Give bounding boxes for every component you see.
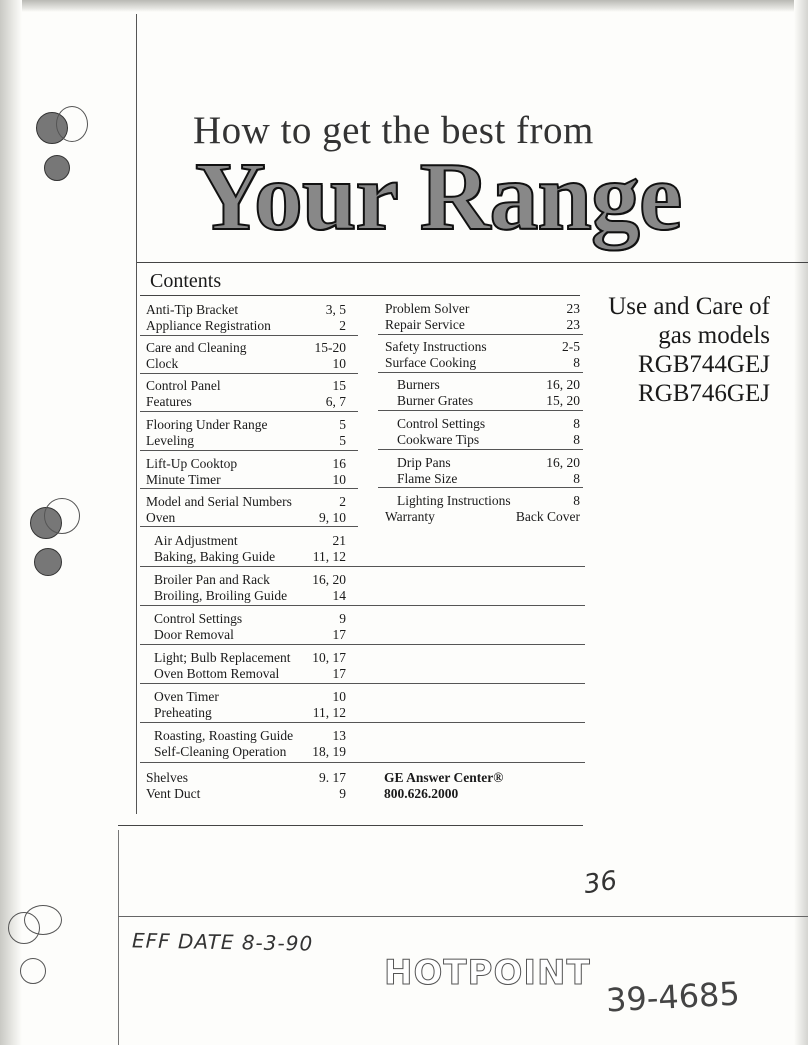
contents-entry bbox=[154, 533, 346, 549]
entry-name: Control Settings bbox=[397, 416, 486, 431]
entry-pages: 5 bbox=[339, 417, 346, 432]
contents-entry bbox=[385, 509, 580, 525]
entry-pages: 8 bbox=[573, 493, 580, 508]
entry-name: Oven Bottom Removal bbox=[154, 666, 280, 681]
entry-name: Broiler Pan and Rack bbox=[154, 572, 270, 587]
entry-pages: 21 bbox=[332, 533, 346, 548]
contents-entry bbox=[154, 549, 346, 565]
entry-name: Leveling bbox=[146, 433, 194, 448]
entry-name: Vent Duct bbox=[146, 786, 201, 801]
model-number-2: RGB746GEJ bbox=[638, 380, 770, 407]
entry-pages: 15 bbox=[332, 378, 346, 393]
group-divider bbox=[378, 449, 583, 450]
entry-name: Control Panel bbox=[146, 378, 221, 393]
contents-entry bbox=[146, 340, 346, 356]
group-divider bbox=[378, 410, 583, 411]
entry-pages: 13 bbox=[332, 728, 346, 743]
contents-entry bbox=[397, 377, 580, 393]
list-end-rule bbox=[118, 825, 583, 826]
entry-name: Care and Cleaning bbox=[146, 340, 247, 355]
group-divider bbox=[378, 487, 583, 488]
entry-pages: 23 bbox=[566, 301, 580, 316]
punch-hole-ring-icon bbox=[44, 498, 80, 534]
entry-pages: 17 bbox=[332, 627, 346, 642]
entry-name: Lift-Up Cooktop bbox=[146, 456, 238, 471]
contents-entry bbox=[146, 302, 346, 318]
punch-hole-ring-icon bbox=[56, 106, 88, 142]
entry-pages: 10, 17 bbox=[312, 650, 346, 665]
punch-hole-ring-icon bbox=[20, 958, 46, 984]
entry-name: Broiling, Broiling Guide bbox=[154, 588, 288, 603]
contents-entry bbox=[385, 339, 580, 355]
contents-entry bbox=[397, 493, 580, 509]
entry-name: Safety Instructions bbox=[385, 339, 487, 354]
entry-name: Minute Timer bbox=[146, 472, 221, 487]
entry-pages: 5 bbox=[339, 433, 346, 448]
handwritten-doc-number: 39-4685 bbox=[605, 974, 741, 1020]
entry-pages: 16 bbox=[332, 456, 346, 471]
entry-pages: 9 bbox=[339, 611, 346, 626]
entry-pages: 23 bbox=[566, 317, 580, 332]
group-divider bbox=[140, 722, 585, 723]
contents-rule bbox=[140, 295, 580, 296]
entry-name: Light; Bulb Replacement bbox=[154, 650, 291, 665]
entry-name: Model and Serial Numbers bbox=[146, 494, 292, 509]
entry-pages: 8 bbox=[573, 416, 580, 431]
contents-entry bbox=[146, 770, 346, 786]
entry-name: Warranty bbox=[385, 509, 435, 524]
group-divider bbox=[140, 335, 358, 336]
ge-name: GE Answer Center® bbox=[384, 770, 504, 785]
hotpoint-logo: HOTPOINT bbox=[384, 953, 591, 993]
footer-rule bbox=[118, 916, 808, 917]
entry-pages: 2 bbox=[339, 494, 346, 509]
group-divider bbox=[140, 566, 585, 567]
entry-pages: 10 bbox=[332, 472, 346, 487]
entry-pages: 8 bbox=[573, 355, 580, 370]
contents-entry bbox=[154, 588, 346, 604]
title-rule bbox=[137, 262, 808, 263]
entry-pages: 16, 20 bbox=[546, 455, 580, 470]
group-divider bbox=[140, 373, 358, 374]
entry-name: Oven Timer bbox=[154, 689, 219, 704]
entry-pages: 9 bbox=[339, 786, 346, 801]
entry-pages: 2-5 bbox=[562, 339, 580, 354]
ge-answer-center bbox=[384, 770, 503, 802]
contents-entry bbox=[154, 627, 346, 643]
group-divider bbox=[140, 683, 585, 684]
entry-name: Control Settings bbox=[154, 611, 243, 626]
entry-pages: 14 bbox=[332, 588, 346, 603]
entry-pages: 10 bbox=[332, 356, 346, 371]
contents-entry bbox=[146, 378, 346, 394]
entry-pages: Back Cover bbox=[515, 509, 580, 524]
scan-edge-left bbox=[0, 0, 22, 1045]
handwritten-page-number: 36 bbox=[582, 865, 620, 901]
contents-entry bbox=[154, 611, 346, 627]
entry-pages: 8 bbox=[573, 471, 580, 486]
group-divider bbox=[378, 372, 583, 373]
contents-entry bbox=[146, 494, 346, 510]
margin-line-lower bbox=[118, 830, 119, 1045]
group-divider bbox=[140, 411, 358, 412]
tagline: How to get the best from bbox=[193, 109, 594, 152]
entry-pages: 18, 19 bbox=[312, 744, 346, 759]
entry-name: Lighting Instructions bbox=[397, 493, 511, 508]
punch-hole-ring-icon bbox=[24, 905, 62, 935]
group-divider bbox=[140, 605, 585, 606]
entry-pages: 9. 17 bbox=[319, 770, 346, 785]
contents-entry bbox=[146, 433, 346, 449]
contents-entry bbox=[146, 356, 346, 372]
entry-name: Problem Solver bbox=[385, 301, 470, 316]
entry-pages: 16, 20 bbox=[546, 377, 580, 392]
entry-name: Baking, Baking Guide bbox=[154, 549, 276, 564]
group-divider bbox=[140, 488, 358, 489]
entry-name: Burners bbox=[397, 377, 440, 392]
punch-hole-icon bbox=[34, 548, 62, 576]
contents-heading: Contents bbox=[150, 270, 222, 292]
ge-phone: 800.626.2000 bbox=[384, 786, 459, 801]
contents-entry bbox=[154, 744, 346, 760]
punch-hole-icon bbox=[44, 155, 70, 181]
group-divider bbox=[140, 450, 358, 451]
contents-entry bbox=[146, 472, 346, 488]
model-number-1: RGB744GEJ bbox=[638, 351, 770, 378]
group-divider bbox=[140, 644, 585, 645]
contents-entry bbox=[397, 432, 580, 448]
contents-entry bbox=[385, 301, 580, 317]
contents-entry bbox=[146, 456, 346, 472]
contents-entry bbox=[146, 510, 346, 526]
entry-name: Repair Service bbox=[385, 317, 465, 332]
contents-entry bbox=[397, 393, 580, 409]
entry-name: Drip Pans bbox=[397, 455, 451, 470]
contents-entry bbox=[146, 417, 346, 433]
contents-entry bbox=[154, 650, 346, 666]
entry-pages: 17 bbox=[332, 666, 346, 681]
entry-pages: 10 bbox=[332, 689, 346, 704]
entry-name: Shelves bbox=[146, 770, 188, 785]
contents-entry bbox=[146, 394, 346, 410]
entry-pages: 11, 12 bbox=[312, 549, 346, 564]
contents-entry bbox=[146, 318, 346, 334]
entry-name: Flame Size bbox=[397, 471, 458, 486]
entry-name: Surface Cooking bbox=[385, 355, 477, 370]
entry-name: Oven bbox=[146, 510, 176, 525]
scan-edge-top bbox=[0, 0, 808, 12]
entry-name: Burner Grates bbox=[397, 393, 474, 408]
entry-name: Roasting, Roasting Guide bbox=[154, 728, 294, 743]
entry-pages: 8 bbox=[573, 432, 580, 447]
entry-pages: 9, 10 bbox=[319, 510, 346, 525]
entry-name: Appliance Registration bbox=[146, 318, 271, 333]
contents-entry bbox=[154, 728, 346, 744]
contents-entry bbox=[154, 705, 346, 721]
entry-name: Cookware Tips bbox=[397, 432, 480, 447]
model-line-2: gas models bbox=[658, 322, 770, 349]
contents-entry bbox=[154, 572, 346, 588]
contents-entry bbox=[154, 666, 346, 682]
entry-pages: 11, 12 bbox=[312, 705, 346, 720]
entry-name: Door Removal bbox=[154, 627, 234, 642]
contents-entry bbox=[146, 786, 346, 802]
contents-entry bbox=[154, 689, 346, 705]
entry-name: Features bbox=[146, 394, 192, 409]
entry-pages: 15, 20 bbox=[546, 393, 580, 408]
entry-name: Flooring Under Range bbox=[146, 417, 268, 432]
group-divider bbox=[140, 762, 585, 763]
entry-name: Preheating bbox=[154, 705, 212, 720]
entry-name: Air Adjustment bbox=[154, 533, 238, 548]
entry-name: Anti-Tip Bracket bbox=[146, 302, 239, 317]
entry-name: Clock bbox=[146, 356, 179, 371]
entry-pages: 15-20 bbox=[314, 340, 346, 355]
scan-edge-right bbox=[794, 0, 808, 1045]
handwritten-eff-date: EFF DATE 8-3-90 bbox=[131, 928, 314, 956]
entry-pages: 6, 7 bbox=[325, 394, 346, 409]
margin-line bbox=[136, 14, 137, 814]
group-divider bbox=[378, 334, 583, 335]
entry-pages: 16, 20 bbox=[312, 572, 346, 587]
group-divider bbox=[140, 526, 358, 527]
contents-entry bbox=[397, 471, 580, 487]
model-line-1: Use and Care of bbox=[608, 293, 770, 320]
contents-entry bbox=[397, 455, 580, 471]
model-info bbox=[608, 292, 770, 408]
contents-entry bbox=[385, 355, 580, 371]
entry-pages: 3, 5 bbox=[325, 302, 346, 317]
entry-name: Self-Cleaning Operation bbox=[154, 744, 287, 759]
entry-pages: 2 bbox=[339, 318, 346, 333]
contents-entry bbox=[397, 416, 580, 432]
page-title: Your Range bbox=[195, 143, 682, 251]
contents-entry bbox=[385, 317, 580, 333]
